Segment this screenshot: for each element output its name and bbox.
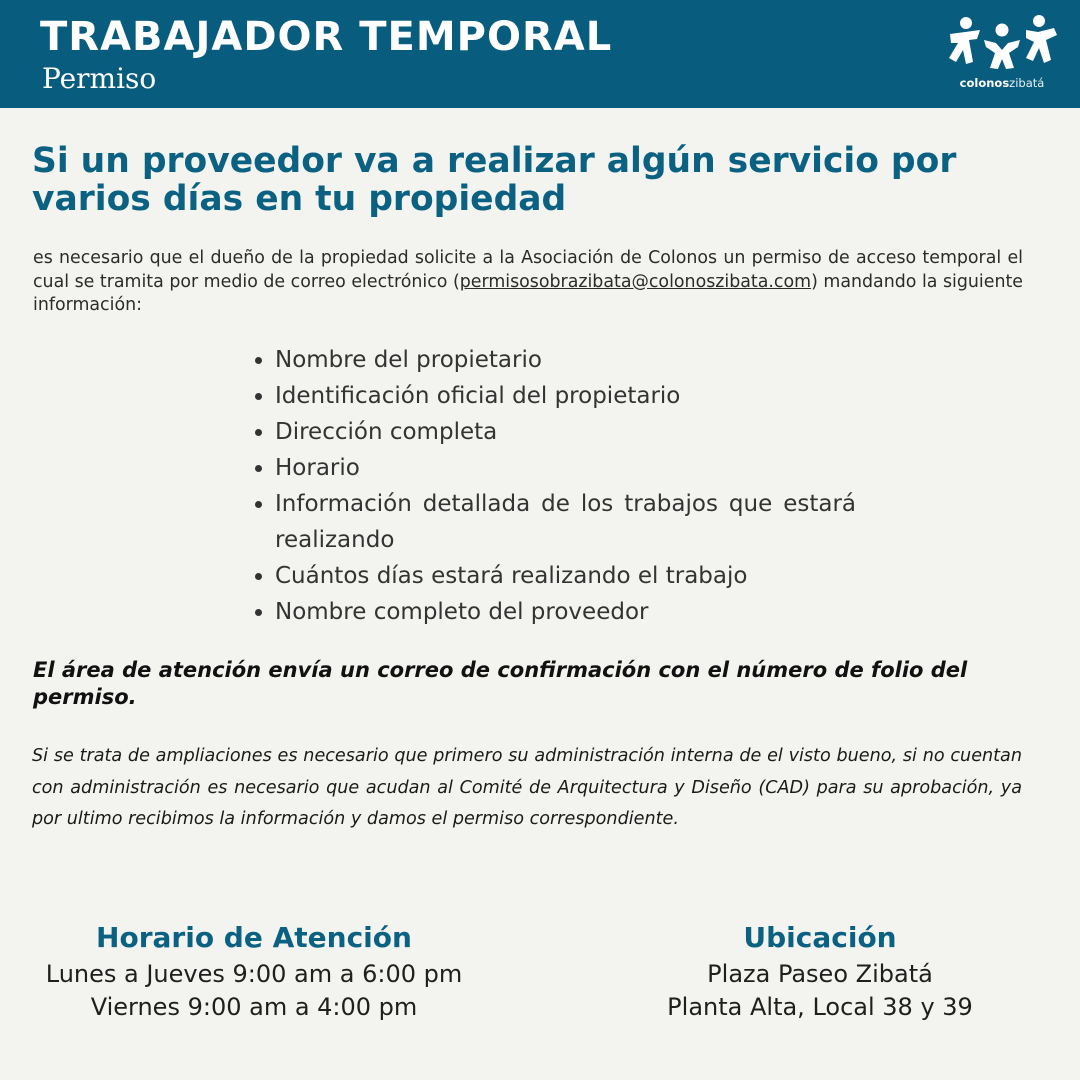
schedule-line: Lunes a Jueves 9:00 am a 6:00 pm xyxy=(45,960,463,988)
list-item: Nombre completo del proveedor xyxy=(252,594,856,630)
intro-paragraph: es necesario que el dueño de la propiedad solicite a la Asociación de Colonos un permiso de acceso temporal el cual se tramita por medio de correo electrónico (permisosobrazibata@colonoszibata.com) mandando la siguiente información: xyxy=(33,248,1024,315)
schedule-title: Horario de Atención xyxy=(96,921,412,954)
schedule-line: Viernes 9:00 am a 4:00 pm xyxy=(90,993,418,1021)
list-item: Dirección completa xyxy=(252,414,856,450)
list-item: Cuántos días estará realizando el trabajo xyxy=(252,558,856,594)
header-bar xyxy=(0,0,1080,108)
requirements-list xyxy=(252,342,856,630)
logo-wordmark: colonoszibatá xyxy=(959,76,1045,90)
confirmation-text: El área de atención envía un correo de confirmación con el número de folio del permiso. xyxy=(33,658,968,709)
page-subtitle: Permiso xyxy=(42,62,157,95)
three-figures-logo-icon xyxy=(940,12,1064,74)
list-item: Horario xyxy=(252,450,856,486)
location-title: Ubicación xyxy=(743,921,897,954)
ampliaciones-note: Si se trata de ampliaciones es necesario que primero su administración interna de el visto bueno, si no cuentan con administración es necesario que acudan al Comité de Arquitectura y Diseño (CAD) para su aprobación, ya por ultimo recibimos la información y damos el permiso correspondiente. xyxy=(32,746,1022,829)
email-link[interactable]: permisosobrazibata@colonoszibata.com xyxy=(459,271,812,292)
headline: Si un proveedor va a realizar algún servicio por varios días en tu propiedad xyxy=(32,141,957,219)
list-item: Información detallada de los trabajos que estará realizando xyxy=(252,486,856,558)
schedule-section xyxy=(24,918,484,1024)
list-item: Identificación oficial del propietario xyxy=(252,378,856,414)
colonos-zibata-logo xyxy=(940,12,1064,98)
list-item: Nombre del propietario xyxy=(252,342,856,378)
page-title: TRABAJADOR TEMPORAL xyxy=(40,14,613,60)
location-line: Plaza Paseo Zibatá xyxy=(707,960,933,988)
location-line: Planta Alta, Local 38 y 39 xyxy=(667,993,973,1021)
location-section xyxy=(590,918,1050,1024)
